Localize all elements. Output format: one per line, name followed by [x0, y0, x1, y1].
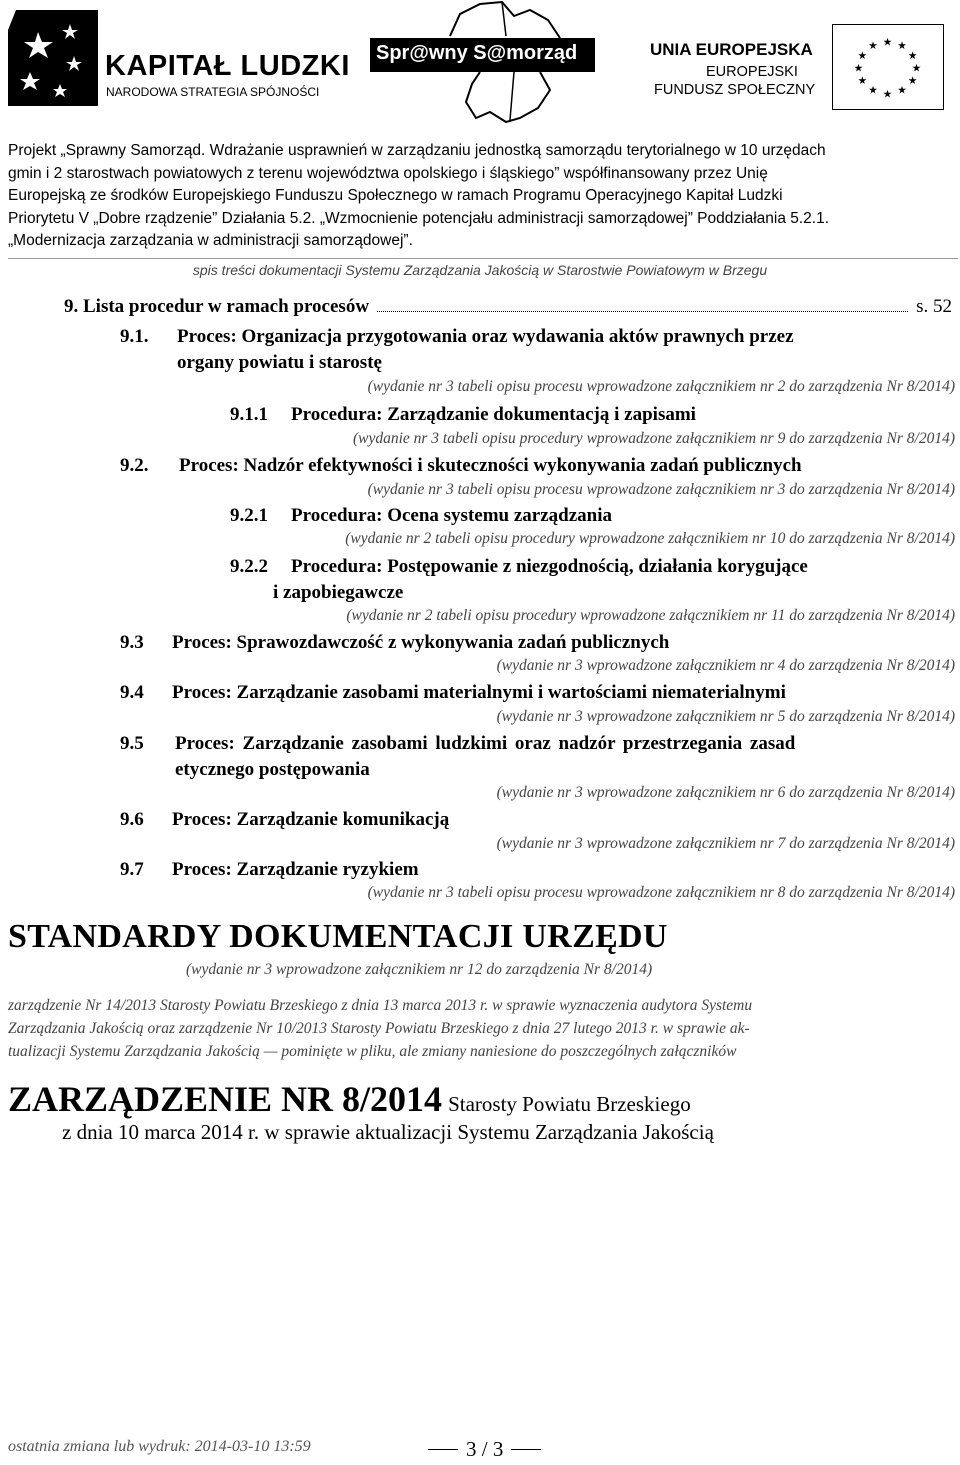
toc-entry-9-2[interactable]: Proces: Nadzór efektywności i skuteczności wykonywania zadań publicznych — [179, 455, 802, 476]
svg-text:★: ★ — [868, 83, 878, 97]
standardy-note: (wydanie nr 3 wprowadzone załącznikiem nr 12 do zarządzenia Nr 8/2014) — [186, 961, 653, 978]
toc-note: (wydanie nr 3 tabeli opisu procesu wprowadzone załącznikiem nr 3 do zarządzenia Nr 8/2014) — [367, 481, 955, 498]
ue-line1: UNIA EUROPEJSKA — [650, 40, 813, 59]
standardy-body — [8, 994, 955, 1063]
standardy-line: Zarządzania Jakością oraz zarządzenie Nr 10/2013 Starosty Powiatu Brzeskiego z dnia 27 lutego 2013 r. w sprawie ak- — [8, 1020, 750, 1037]
toc-number: 9.7 — [120, 859, 144, 880]
kapital-ludzki-logo — [8, 10, 350, 110]
project-line: „Modernizacja zarządzania w administracji samorządowej”. — [8, 232, 413, 249]
sprawny-samorzad-text: Spr@wny S@morząd — [376, 42, 578, 64]
toc-entry-9-2-2-cont: i zapobiegawcze — [273, 582, 404, 603]
eu-flag-icon — [832, 24, 944, 110]
svg-text:★: ★ — [857, 73, 868, 87]
kapital-ludzki-title: KAPITAŁ LUDZKI — [105, 50, 350, 82]
toc-entry-9-3[interactable]: Proces: Sprawozdawczość z wykonywania zadań publicznych — [172, 632, 670, 653]
toc-note: (wydanie nr 3 tabeli opisu procesu wprowadzone załącznikiem nr 8 do zarządzenia Nr 8/2014) — [367, 884, 955, 901]
standardy-heading[interactable]: STANDARDY DOKUMENTACJI URZĘDU — [8, 918, 668, 955]
kapital-ludzki-emblem-icon — [8, 10, 98, 106]
toc-entry-9-1[interactable]: Proces: Organizacja przygotowania oraz wydawania aktów prawnych przez — [177, 326, 794, 347]
toc-number: 9.2.1 — [230, 505, 268, 526]
toc-number: 9.1.1 — [230, 404, 268, 425]
project-line: Europejską ze środków Europejskiego Funduszu Społecznego w ramach Programu Operacyjnego Kapitał Ludzki — [8, 187, 783, 204]
ue-line2: EUROPEJSKI — [706, 64, 798, 80]
toc-entry-9-7[interactable]: Proces: Zarządzanie ryzykiem — [172, 859, 419, 880]
header-divider — [8, 258, 958, 259]
toc-entry-9-1-1[interactable]: Procedura: Zarządzanie dokumentacją i zapisami — [291, 404, 696, 425]
toc-entry-9-6[interactable]: Proces: Zarządzanie komunikacją — [172, 809, 450, 830]
standardy-line: zarządzenie Nr 14/2013 Starosty Powiatu Brzeskiego z dnia 13 marca 2013 r. w sprawie wyznaczenia audytora Systemu — [8, 997, 753, 1014]
toc-leader-dots — [377, 297, 908, 312]
toc-number: 9.5 — [120, 733, 144, 754]
toc-note: (wydanie nr 3 wprowadzone załącznikiem nr 7 do zarządzenia Nr 8/2014) — [496, 835, 955, 852]
toc-number: 9.2. — [120, 455, 149, 476]
footer-dash — [428, 1449, 458, 1450]
svg-text:★: ★ — [853, 61, 864, 75]
footer-page-indicator — [428, 1437, 541, 1462]
svg-text:★: ★ — [897, 83, 907, 97]
toc-note: (wydanie nr 3 tabeli opisu procesu wprowadzone załącznikiem nr 2 do zarządzenia Nr 8/2014) — [367, 378, 955, 395]
toc-entry-9-5[interactable]: Proces: Zarządzanie zasobami ludzkimi oraz nadzór przestrzegania zasad — [175, 733, 796, 754]
toc-entry-9-5-cont: etycznego postępowania — [175, 759, 370, 780]
toc-note: (wydanie nr 3 tabeli opisu procedury wprowadzone załącznikiem nr 9 do zarządzenia Nr 8/2014) — [352, 430, 955, 447]
zarzadzenie-title: ZARZĄDZENIE NR 8/2014 — [8, 1079, 443, 1119]
footer-page-number: 3 / 3 — [466, 1437, 504, 1461]
kapital-ludzki-subtitle: NARODOWA STRATEGIA SPÓJNOŚCI — [106, 85, 320, 99]
standardy-line: tualizacji Systemu Zarządzania Jakością — pominięte w pliku, ale zmiany naniesione do poszczególnych załączników — [8, 1043, 737, 1060]
toc-note: (wydanie nr 2 tabeli opisu procedury wprowadzone załącznikiem nr 10 do zarządzenia Nr 8/2014) — [345, 530, 955, 547]
toc-note: (wydanie nr 3 wprowadzone załącznikiem nr 4 do zarządzenia Nr 8/2014) — [496, 657, 955, 674]
svg-text:★: ★ — [907, 48, 918, 62]
toc-entry-9-2-2[interactable]: Procedura: Postępowanie z niezgodnością, działania korygujące — [291, 556, 808, 577]
svg-text:★: ★ — [897, 39, 907, 53]
project-description — [8, 140, 958, 253]
svg-text:★: ★ — [911, 61, 922, 75]
toc-note: (wydanie nr 3 wprowadzone załącznikiem nr 5 do zarządzenia Nr 8/2014) — [496, 708, 955, 725]
toc-entry-9-2-1[interactable]: Procedura: Ocena systemu zarządzania — [291, 505, 613, 526]
toc-entry-9-1-cont: organy powiatu i starostę — [177, 352, 382, 373]
spis-tresci-caption: spis treści dokumentacji Systemu Zarządzania Jakością w Starostwie Powiatowym w Brzegu — [192, 262, 768, 278]
toc-number: 9.1. — [120, 326, 149, 347]
project-line: Projekt „Sprawny Samorząd. Wdrażanie usprawnień w zarządzaniu jednostką samorządu terytorialnego w 10 urzędach — [8, 142, 826, 159]
zarzadzenie-title-suffix: Starosty Powiatu Brzeskiego — [448, 1092, 691, 1116]
toc-note: (wydanie nr 3 wprowadzone załącznikiem nr 6 do zarządzenia Nr 8/2014) — [496, 784, 955, 801]
toc-page-number: s. 52 — [916, 296, 952, 317]
toc-entry-9[interactable] — [64, 296, 952, 320]
toc-title: 9. Lista procedur w ramach procesów — [64, 296, 370, 317]
unia-europejska-logo — [650, 22, 950, 112]
svg-text:★: ★ — [907, 73, 918, 87]
svg-text:★: ★ — [882, 87, 893, 101]
toc-number: 9.4 — [120, 682, 144, 703]
svg-text:★: ★ — [868, 39, 878, 53]
zarzadzenie-subtitle: z dnia 10 marca 2014 r. w sprawie aktualizacji Systemu Zarządzania Jakością — [62, 1120, 714, 1144]
sprawny-samorzad-logo — [370, 0, 600, 125]
toc-number: 9.3 — [120, 632, 144, 653]
toc-note: (wydanie nr 2 tabeli opisu procedury wprowadzone załącznikiem nr 11 do zarządzenia Nr 8/2014) — [346, 607, 955, 624]
toc-number: 9.6 — [120, 809, 144, 830]
toc-number: 9.2.2 — [230, 556, 268, 577]
ue-line3: FUNDUSZ SPOŁECZNY — [654, 82, 816, 98]
footer-last-change: ostatnia zmiana lub wydruk: 2014-03-10 13:59 — [8, 1438, 311, 1455]
svg-text:★: ★ — [882, 35, 893, 49]
svg-text:★: ★ — [857, 48, 868, 62]
project-line: Priorytetu V „Dobre rządzenie” Działania 5.2. „Wzmocnienie potencjału administracji samorządowej” Poddziałania 5.2.1. — [8, 209, 830, 227]
toc-entry-9-4[interactable]: Proces: Zarządzanie zasobami materialnymi i wartościami niematerialnymi — [172, 682, 786, 703]
project-line: gmin i 2 starostwach powiatowych z terenu województwa opolskiego i śląskiego” współfinansowany przez Unię — [8, 164, 768, 182]
footer-dash — [511, 1449, 541, 1450]
zarzadzenie-heading — [8, 1078, 691, 1120]
